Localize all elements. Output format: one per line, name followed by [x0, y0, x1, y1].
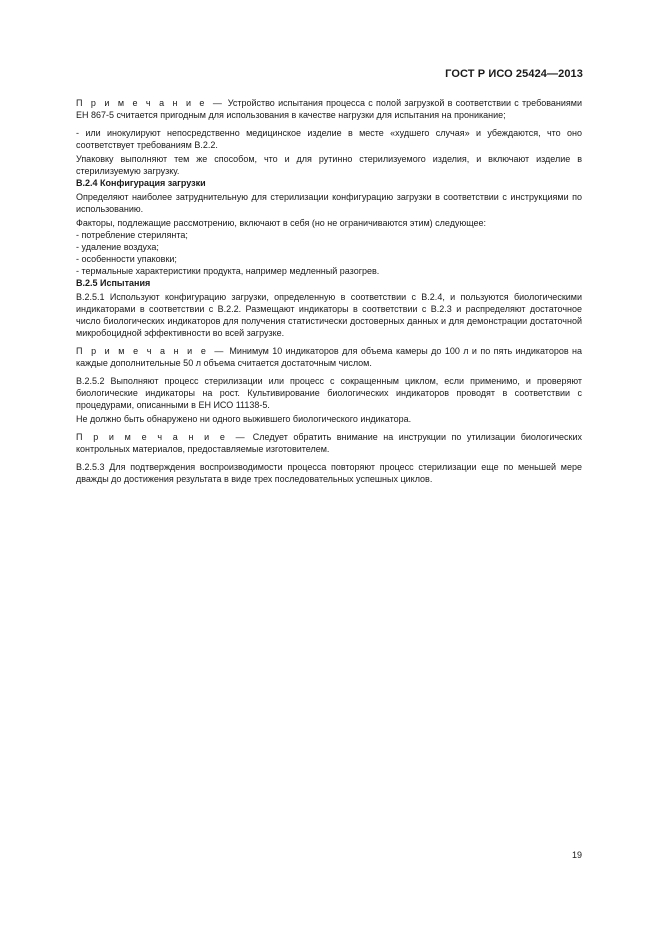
paragraph: Упаковку выполняют тем же способом, что и для рутинно стерилизуемого изделия, и включают изделие в стерилизуемую загрузку. — [76, 154, 582, 176]
document-header: ГОСТ Р ИСО 25424—2013 — [445, 68, 583, 80]
note-label: П р и м е ч а н и е — — [76, 98, 225, 108]
paragraph: В.2.5.2 Выполняют процесс стерилизации или процесс с сокращенным циклом, если применимо, и проверяют биологические индикаторы на рост. Культивирование биологических индикаторов проводят в соответствии с процедурами, описанными в ЕН ИСО 11138-5. — [76, 376, 582, 410]
note-label: П р и м е ч а н и е — — [76, 432, 248, 442]
list-item: - особенности упаковки; — [76, 254, 177, 264]
list-item: - термальные характеристики продукта, например медленный разогрев. — [76, 266, 380, 276]
paragraph: - или инокулируют непосредственно медицинское изделие в месте «худшего случая» и убеждаются, что оно соответствует требованиям В.2.2. — [76, 128, 582, 150]
note-text: Следует обратить внимание на инструкции по утилизации биологических контрольных материалов, предоставляемые изготовителем. — [76, 432, 583, 454]
note-1 — [76, 97, 582, 121]
paragraph: В.2.5.3 Для подтверждения воспроизводимости процесса повторяют процесс стерилизации еще по меньшей мере дважды до достижения результата в виде трех последовательных успешных циклов. — [76, 462, 582, 484]
note-label: П р и м е ч а н и е — — [76, 346, 227, 356]
document-body — [76, 97, 582, 485]
note-text: Устройство испытания процесса с полой загрузкой в соответствии с требованиями ЕН 867-5 считается пригодным для использования в качестве нагрузки для испытания на проникание; — [76, 98, 582, 120]
list-item: - потребление стерилянта; — [76, 230, 188, 240]
paragraph: Факторы, подлежащие рассмотрению, включают в себя (но не ограничиваются этим) следующее: — [76, 218, 487, 228]
note-3 — [76, 431, 582, 455]
section-heading-b25: В.2.5 Испытания — [76, 278, 151, 288]
section-heading-b24: В.2.4 Конфигурация загрузки — [76, 178, 206, 188]
note-text: Минимум 10 индикаторов для объема камеры до 100 л и по пять индикаторов на каждые дополнительные 50 л объема считается достаточным числом. — [76, 346, 582, 368]
paragraph: Определяют наиболее затруднительную для стерилизации конфигурацию загрузки в соответствии с инструкциями по использованию. — [76, 192, 582, 214]
page-number: 19 — [571, 850, 582, 860]
paragraph: В.2.5.1 Используют конфигурацию загрузки, определенную в соответствии с В.2.4, и пользуются биологическими индикаторами в соответствии с В.2.2. Размещают индикаторы в соответствии с В.2.3 и распределяют достаточное число биологических индикаторов для получения статистически достоверных данных и для демонстрации достаточной микробоцидной эффективности во всей загрузке. — [76, 292, 582, 338]
paragraph: Не должно быть обнаружено ни одного выжившего биологического индикатора. — [76, 414, 412, 424]
list-item: - удаление воздуха; — [76, 242, 159, 252]
note-2 — [76, 345, 582, 369]
